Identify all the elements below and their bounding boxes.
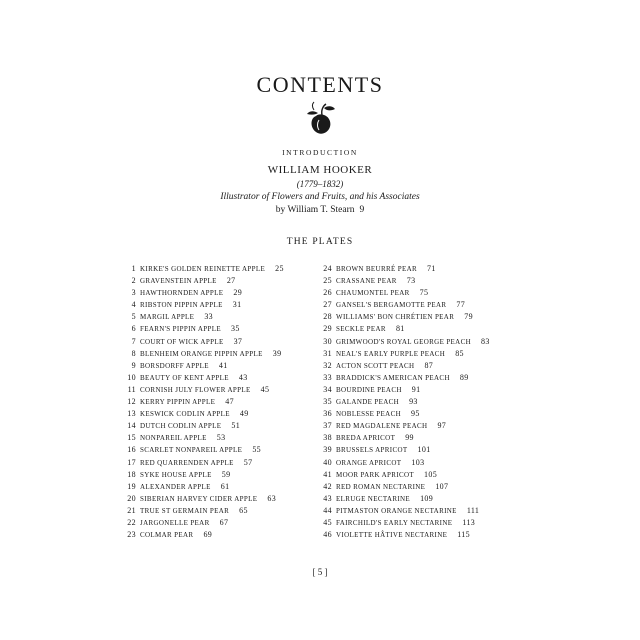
plate-number: 43 (323, 493, 332, 503)
plate-page-number: 55 (252, 445, 262, 455)
fruit-ornament-icon (302, 100, 338, 136)
plate-page-number: 83 (481, 336, 490, 346)
plate-page-number: 91 (411, 384, 421, 394)
plate-name: FEARN'S PIPPIN APPLE (140, 325, 222, 334)
plate-page-number: 43 (238, 372, 248, 382)
plate-name: BORSDORFF APPLE (140, 361, 209, 370)
plate-entry (318, 444, 518, 456)
plate-page-number: 65 (239, 505, 248, 515)
plate-entry (122, 444, 322, 456)
plate-entry (122, 275, 322, 287)
plate-page-number: 111 (466, 505, 480, 515)
plate-page-number: 113 (462, 517, 476, 527)
plate-name: CORNISH JULY FLOWER APPLE (140, 385, 251, 394)
plate-number: 38 (323, 433, 332, 443)
plate-page-number: 73 (406, 276, 416, 286)
plate-page-number: 67 (219, 517, 229, 527)
plate-number: 2 (131, 276, 136, 286)
plate-entry (318, 287, 518, 299)
plate-number: 31 (323, 348, 332, 358)
plate-name: GRAVENSTEIN APPLE (140, 277, 217, 286)
plate-number: 41 (323, 469, 332, 479)
plate-entry (122, 323, 322, 335)
plate-number: 22 (127, 517, 136, 527)
plate-page-number: 33 (204, 312, 214, 322)
plate-number: 11 (127, 384, 136, 394)
plate-entry (318, 457, 518, 469)
plate-number: 17 (127, 457, 136, 467)
introduction-byline-text: by William T. Stearn (275, 205, 355, 215)
introduction-dates: (1779–1832) (296, 179, 344, 189)
plate-page-number: 35 (231, 324, 240, 334)
plate-number: 29 (323, 324, 332, 334)
plate-page-number: 109 (420, 493, 434, 503)
plate-entry (318, 493, 518, 505)
plate-entry (318, 481, 518, 493)
plate-name: WILLIAMS' BON CHRÉTIEN PEAR (336, 313, 455, 322)
plate-page-number: 71 (427, 264, 436, 273)
plate-number: 20 (127, 493, 136, 503)
plate-name: NEAL'S EARLY PURPLE PEACH (336, 349, 446, 358)
plates-heading: THE PLATES (286, 237, 354, 247)
introduction-label: INTRODUCTION (282, 148, 358, 157)
plate-number: 13 (127, 409, 136, 419)
plate-name: KESWICK CODLIN APPLE (140, 410, 230, 419)
plate-number: 19 (127, 481, 136, 491)
plate-number: 25 (323, 276, 332, 286)
plate-name: GRIMWOOD'S ROYAL GEORGE PEACH (336, 337, 472, 346)
plate-name: BOURDINE PEACH (336, 385, 402, 394)
plate-name: RED MAGDALENE PEACH (336, 422, 428, 431)
plate-number: 39 (323, 445, 332, 455)
plate-name: NONPAREIL APPLE (140, 434, 207, 443)
plate-name: VIOLETTE HÂTIVE NECTARINE (336, 531, 448, 540)
plate-entry (122, 517, 322, 529)
plate-number: 37 (323, 421, 332, 431)
plate-name: MARGIL APPLE (140, 313, 195, 322)
plate-number: 18 (127, 469, 136, 479)
plate-page-number: 87 (424, 360, 434, 370)
plate-entry (318, 517, 518, 529)
plate-page-number: 89 (459, 372, 469, 382)
plate-number: 7 (131, 336, 136, 346)
plate-number: 16 (127, 445, 136, 455)
plate-number: 33 (323, 372, 332, 382)
introduction-byline (0, 205, 640, 215)
plate-number: 15 (127, 433, 136, 443)
plate-name: PITMASTON ORANGE NECTARINE (336, 506, 457, 515)
plate-name: BRADDICK'S AMERICAN PEACH (336, 373, 450, 382)
plate-page-number: 103 (411, 457, 425, 467)
plate-page-number: 75 (419, 288, 429, 298)
plate-page-number: 69 (203, 530, 213, 540)
plate-page-number: 93 (409, 397, 418, 407)
plate-entry (122, 457, 322, 469)
plate-entry (122, 481, 322, 493)
plate-name: NOBLESSE PEACH (336, 410, 401, 419)
plate-number: 44 (323, 505, 332, 515)
plate-page-number: 59 (221, 469, 231, 479)
plate-page-number: 99 (405, 433, 414, 443)
plate-name: BEAUTY OF KENT APPLE (140, 373, 229, 382)
plate-number: 34 (323, 384, 332, 394)
plate-page-number: 107 (435, 481, 449, 491)
plate-entry (318, 396, 518, 408)
plate-entry (122, 396, 322, 408)
plate-page-number: 39 (272, 348, 282, 358)
plate-name: ELRUGE NECTARINE (336, 494, 411, 503)
plate-entry (318, 384, 518, 396)
plate-number: 27 (323, 300, 332, 310)
plate-name: ORANGE APRICOT (336, 458, 402, 467)
plate-entry (122, 348, 322, 360)
introduction-page-number: 9 (359, 205, 365, 215)
plates-list-right (318, 263, 518, 541)
plate-entry (122, 372, 322, 384)
introduction-section (0, 148, 640, 215)
plate-entry (122, 384, 322, 396)
plate-number: 30 (323, 336, 332, 346)
plate-number: 3 (131, 288, 136, 298)
plate-name: BREDA APRICOT (336, 434, 396, 443)
plate-number: 6 (131, 324, 136, 334)
plate-page-number: 27 (226, 276, 236, 286)
plate-number: 4 (131, 300, 136, 310)
plate-number: 46 (323, 530, 332, 540)
plate-name: RIBSTON PIPPIN APPLE (140, 301, 223, 310)
plate-number: 32 (323, 360, 332, 370)
plate-page-number: 61 (220, 481, 230, 491)
plate-name: BLENHEIM ORANGE PIPPIN APPLE (140, 349, 263, 358)
plate-entry (122, 408, 322, 420)
plate-name: BRUSSELS APRICOT (336, 446, 408, 455)
plate-entry (318, 432, 518, 444)
plate-entry (318, 360, 518, 372)
plate-entry (318, 408, 518, 420)
plate-name: SCARLET NONPAREIL APPLE (140, 446, 243, 455)
plate-page-number: 29 (233, 288, 243, 298)
plate-entry (318, 275, 518, 287)
plate-page-number: 41 (218, 360, 228, 370)
plate-page-number: 31 (232, 300, 242, 310)
plate-name: SIBERIAN HARVEY CIDER APPLE (140, 494, 258, 503)
plate-page-number: 25 (275, 264, 284, 273)
plate-page-number: 101 (417, 445, 431, 455)
plate-name: ALEXANDER APPLE (140, 482, 211, 491)
plate-name: DUTCH CODLIN APPLE (140, 422, 222, 431)
page-title: CONTENTS (256, 72, 384, 97)
introduction-author-name: WILLIAM HOOKER (267, 164, 373, 176)
plate-name: COLMAR PEAR (140, 531, 194, 540)
plate-page-number: 57 (243, 457, 253, 467)
plate-number: 45 (323, 517, 332, 527)
plate-number: 12 (127, 397, 136, 407)
plate-name: CHAUMONTEL PEAR (336, 289, 410, 298)
plate-entry (122, 311, 322, 323)
plate-name: RED ROMAN NECTARINE (336, 482, 426, 491)
plate-entry (318, 323, 518, 335)
plate-number: 26 (323, 288, 332, 298)
plate-number: 36 (323, 409, 332, 419)
plate-number: 1 (131, 264, 136, 273)
plate-page-number: 53 (216, 433, 226, 443)
plate-page-number: 37 (233, 336, 243, 346)
plate-name: MOOR PARK APRICOT (336, 470, 415, 479)
plate-name: GANSEL'S BERGAMOTTE PEAR (336, 301, 447, 310)
plate-name: CRASSANE PEAR (336, 277, 397, 286)
plate-name: TRUE ST GERMAIN PEAR (140, 506, 230, 515)
plate-name: ACTON SCOTT PEACH (336, 361, 415, 370)
plate-page-number: 47 (225, 397, 234, 407)
plate-page-number: 49 (239, 409, 249, 419)
plate-name: KIRKE'S GOLDEN REINETTE APPLE (140, 265, 266, 273)
plate-number: 23 (127, 530, 136, 540)
plate-name: HAWTHORNDEN APPLE (140, 289, 224, 298)
plate-page-number: 85 (455, 348, 464, 358)
plate-number: 9 (131, 360, 136, 370)
plate-entry (122, 529, 322, 541)
plate-entry (318, 372, 518, 384)
plate-page-number: 79 (464, 312, 473, 322)
page-folio: [ 5 ] (312, 567, 328, 577)
plates-list-left (122, 263, 322, 541)
plate-number: 14 (127, 421, 136, 431)
plate-entry (122, 263, 322, 275)
plate-number: 42 (323, 481, 332, 491)
plate-name: COURT OF WICK APPLE (140, 337, 224, 346)
plate-entry (122, 493, 322, 505)
plate-name: BROWN BEURRÉ PEAR (336, 265, 418, 273)
plate-name: SECKLE PEAR (336, 325, 386, 334)
plate-page-number: 51 (231, 421, 241, 431)
plate-entry (122, 469, 322, 481)
plate-page-number: 45 (260, 384, 270, 394)
plate-name: JARGONELLE PEAR (140, 518, 210, 527)
plate-name: RED QUARRENDEN APPLE (140, 458, 234, 467)
plate-number: 24 (323, 264, 332, 273)
plate-number: 21 (127, 505, 136, 515)
introduction-subtitle: Illustrator of Flowers and Fruits, and his Associates (220, 192, 420, 202)
plate-entry (318, 469, 518, 481)
plate-entry (318, 311, 518, 323)
plate-page-number: 97 (437, 421, 447, 431)
plate-name: FAIRCHILD'S EARLY NECTARINE (336, 518, 453, 527)
plate-number: 40 (323, 457, 332, 467)
plate-page-number: 77 (456, 300, 466, 310)
plate-page-number: 115 (457, 530, 470, 540)
plate-name: SYKE HOUSE APPLE (140, 470, 212, 479)
plate-entry (122, 287, 322, 299)
plate-number: 8 (131, 348, 136, 358)
plate-entry (122, 420, 322, 432)
plate-name: GALANDE PEACH (336, 398, 400, 407)
plate-entry (122, 360, 322, 372)
plate-number: 28 (323, 312, 332, 322)
plate-entry (122, 299, 322, 311)
plate-page-number: 105 (424, 469, 438, 479)
plate-entry (318, 336, 518, 348)
plate-entry (318, 348, 518, 360)
plate-entry (318, 529, 518, 541)
plate-number: 10 (127, 372, 136, 382)
plate-entry (122, 336, 322, 348)
plate-page-number: 63 (267, 493, 277, 503)
plate-number: 35 (323, 397, 332, 407)
plate-entry (318, 299, 518, 311)
plate-page-number: 81 (395, 324, 405, 334)
plate-entry (122, 432, 322, 444)
plate-number: 5 (131, 312, 136, 322)
plate-name: KERRY PIPPIN APPLE (140, 398, 216, 407)
plate-entry (122, 505, 322, 517)
plate-entry (318, 505, 518, 517)
plate-page-number: 95 (411, 409, 420, 419)
plate-entry (318, 263, 518, 275)
plate-entry (318, 420, 518, 432)
